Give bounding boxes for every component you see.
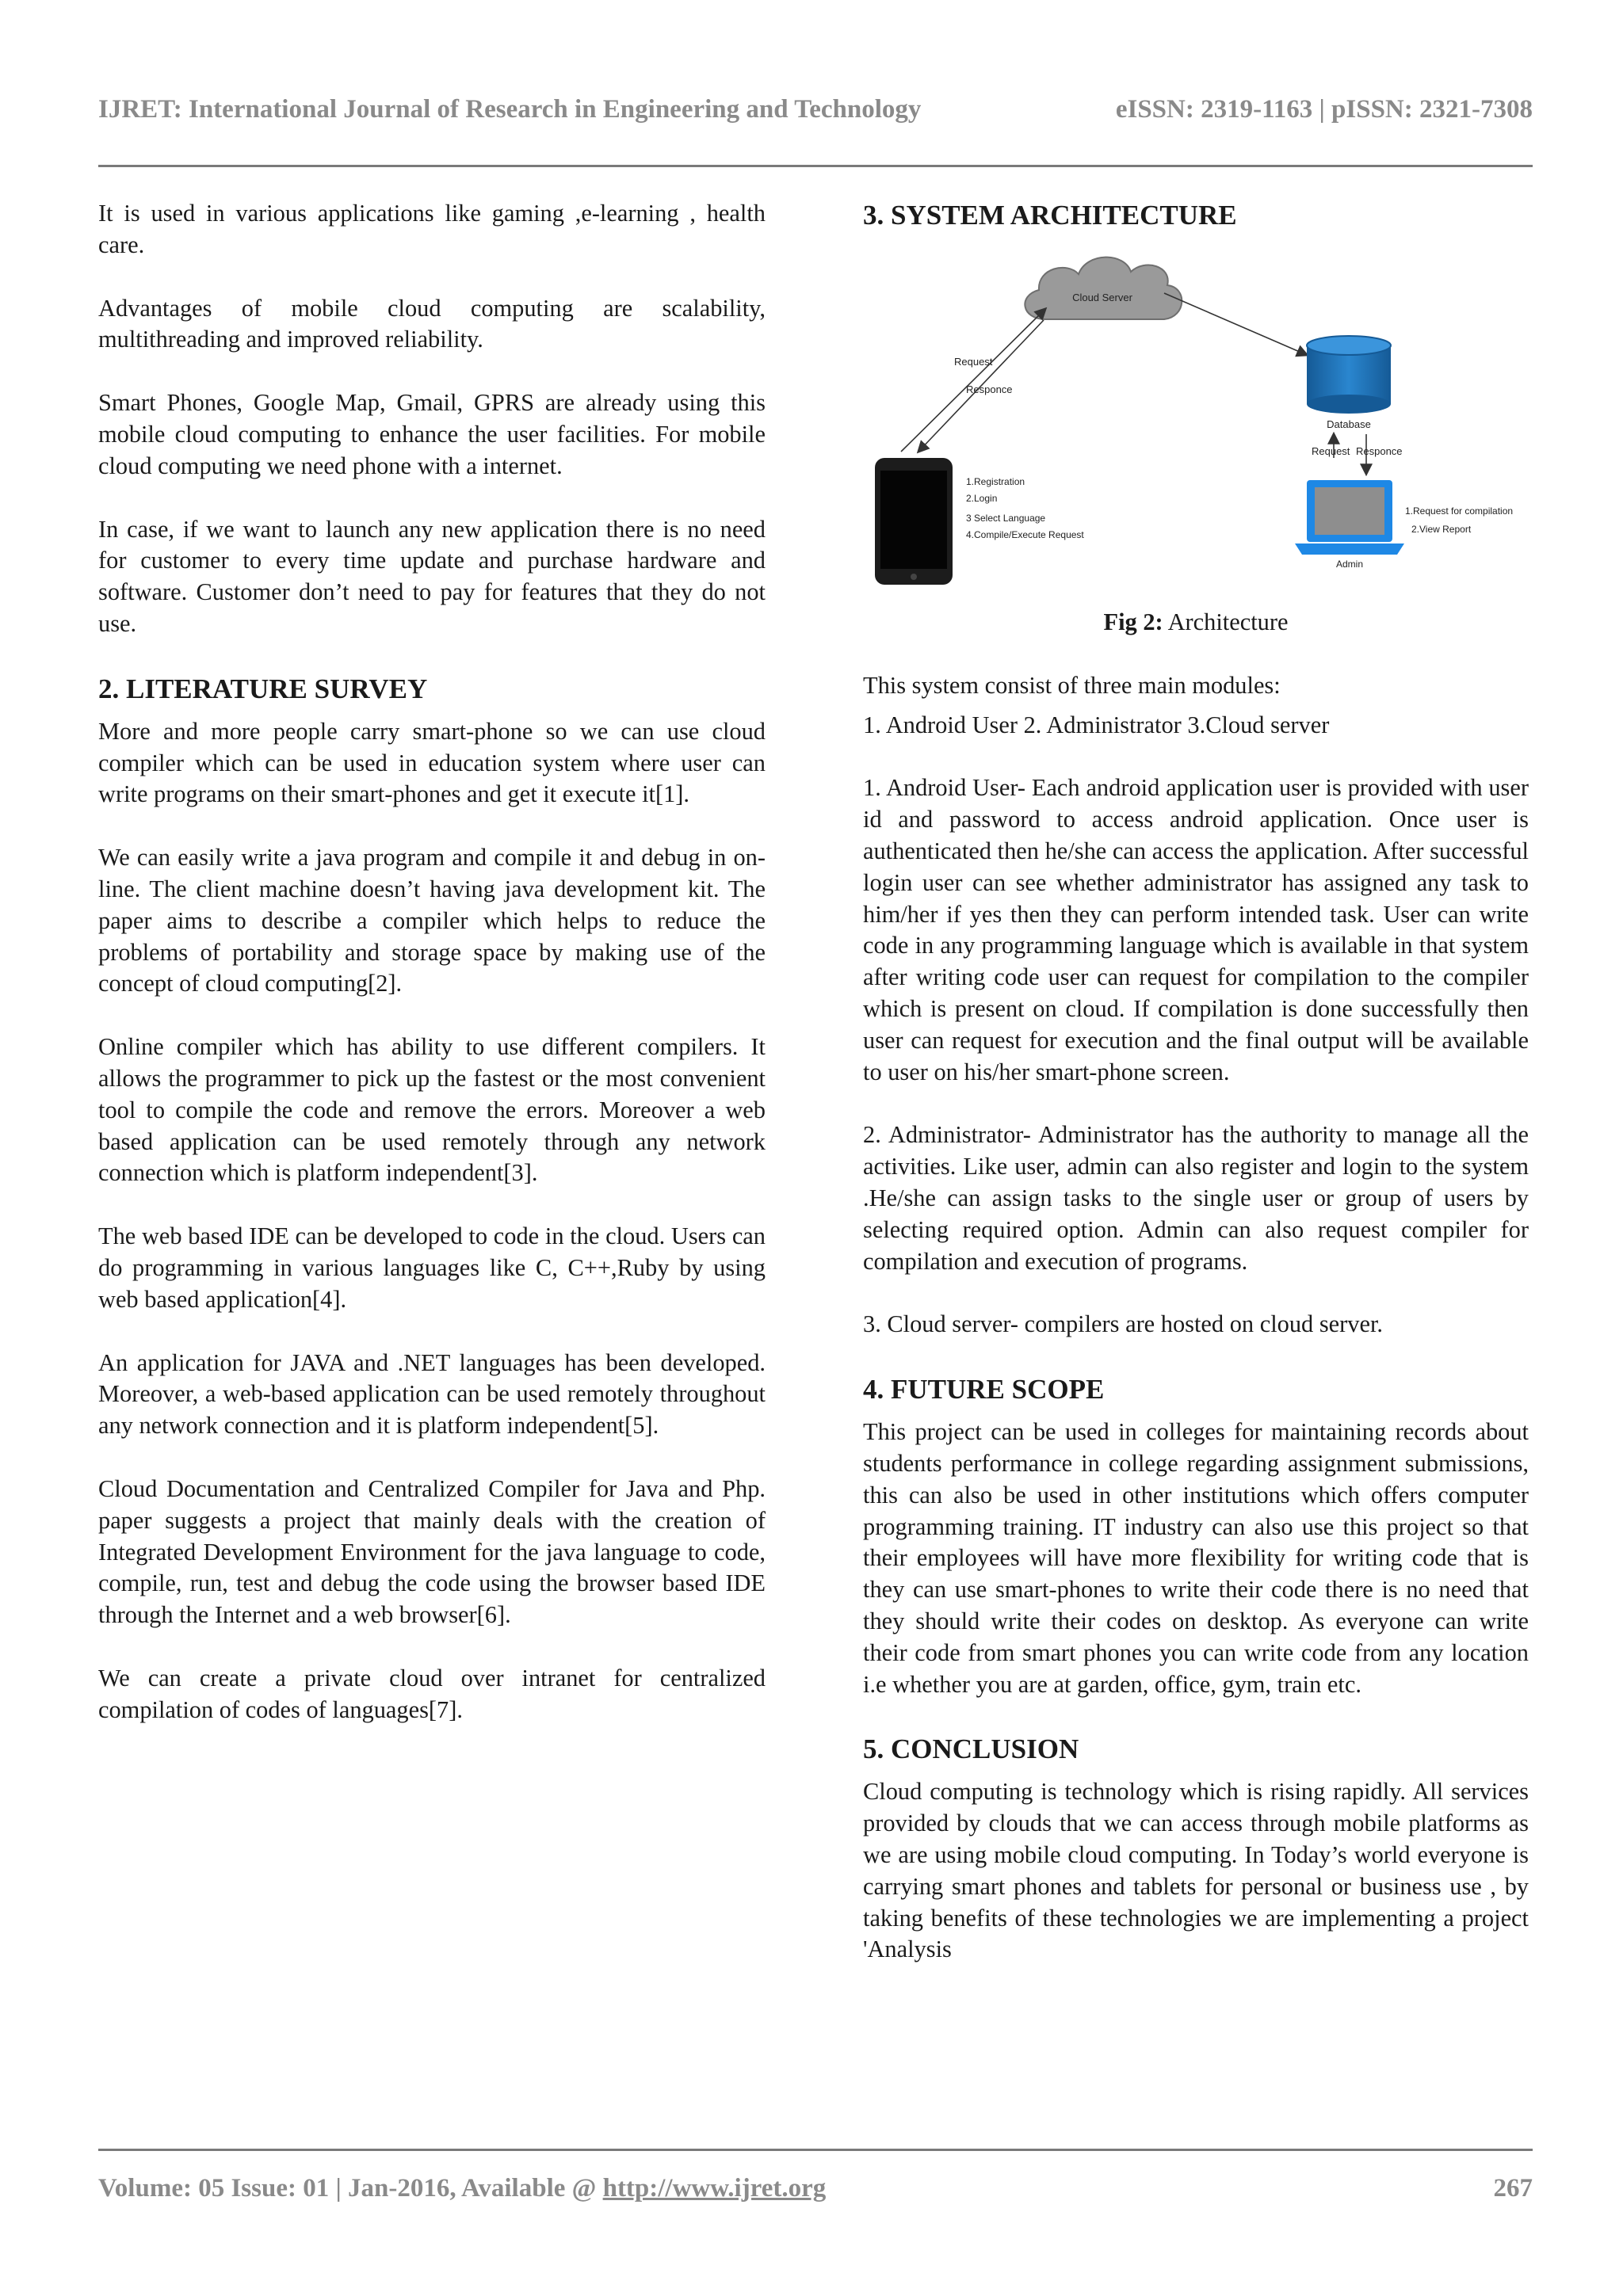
issn: eISSN: 2319-1163 | pISSN: 2321-7308 bbox=[1115, 95, 1533, 124]
paragraph: 3. Cloud server- compilers are hosted on cloud server. bbox=[863, 1310, 1383, 1338]
admin-label: Admin bbox=[1335, 559, 1364, 570]
paragraph: We can easily write a java program and compile it and debug in on-line. The client machine doesn’t having java development kit. The paper aims to describe a compiler which helps to reduce the problems of portability and storage space by making use of the concept of cloud computing[2]. bbox=[98, 844, 766, 997]
request-arrow bbox=[901, 309, 1045, 452]
section-heading-literature-survey: 2. LITERATURE SURVEY bbox=[98, 673, 428, 704]
cloud-icon bbox=[1025, 257, 1182, 319]
paragraph: Smart Phones, Google Map, Gmail, GPRS are already using this mobile cloud computing to enhance the user facilities. For mobile cloud computing we need phone with a internet. bbox=[98, 389, 766, 479]
paragraph: In case, if we want to launch any new application there is no need for customer to every time update and purchase hardware and software. Customer don’t need to pay for features that they do not use. bbox=[98, 515, 766, 637]
paragraph: 1. Android User- Each android application user is provided with user id and password to access android application. Once user is authenticated then he/she can access the application. After successful login user can see whether administrator has assigned any task to him/her if yes then they can perform intended task. User can write code in any programming language which is available in that system after writing code user can request for compilation to the compiler which is present on cloud. If compilation is done successfully then user can request for execution and the final output will be available to user on his/her smart-phone screen. bbox=[863, 774, 1529, 1085]
database-label: Database bbox=[1327, 418, 1371, 430]
running-footer bbox=[98, 2174, 1533, 2203]
admin-step: 1.Request for compilation bbox=[1405, 505, 1514, 517]
footer-volume bbox=[98, 2174, 826, 2203]
paragraph: We can create a private cloud over intranet for centralized compilation of codes of languages[7]. bbox=[98, 1664, 766, 1723]
journal-link[interactable]: http://www.ijret.org bbox=[602, 2174, 827, 2203]
phone-step: 3 Select Language bbox=[966, 513, 1046, 524]
section-heading-conclusion: 5. CONCLUSION bbox=[863, 1733, 1079, 1765]
database-icon bbox=[1307, 336, 1391, 414]
running-header bbox=[98, 95, 1533, 124]
phone-step: 1.Registration bbox=[966, 476, 1025, 487]
paragraph: An application for JAVA and .NET languages has been developed. Moreover, a web-based application can be used remotely throughout any network connection and it is platform independent[5]. bbox=[98, 1348, 766, 1440]
admin-step: 2.View Report bbox=[1411, 524, 1472, 535]
paragraph: This system consist of three main modules: bbox=[863, 671, 1281, 699]
architecture-figure bbox=[863, 244, 1529, 605]
section-heading-future-scope: 4. FUTURE SCOPE bbox=[863, 1374, 1105, 1405]
caption-text: Architecture bbox=[1163, 608, 1289, 635]
paragraph: The web based IDE can be developed to code in the cloud. Users can do programming in various languages like C, C++,Ruby by using web based application[4]. bbox=[98, 1222, 766, 1313]
page-number: 267 bbox=[1493, 2174, 1533, 2203]
paragraph: Cloud computing is technology which is rising rapidly. All services provided by clouds that we can access through mobile platforms as we are using mobile cloud computing. In Today’s world everyone is carrying smart phones and tablets for personal or business use , by taking benefits of these technologies we are implementing a project 'Analysis bbox=[863, 1778, 1529, 1963]
cloud-to-database-arrow bbox=[1164, 293, 1307, 355]
paragraph: More and more people carry smart-phone so we can use cloud compiler which can be used in education system where user can write programs on their smart-phones and get it execute it[1]. bbox=[98, 717, 766, 808]
smartphone-icon bbox=[875, 458, 953, 585]
phone-step: 2.Login bbox=[966, 493, 998, 504]
architecture-diagram bbox=[863, 244, 1529, 605]
paragraph: Advantages of mobile cloud computing are scalability, multithreading and improved reliability. bbox=[98, 294, 766, 353]
paragraph: It is used in various applications like gaming ,e-learning , health care. bbox=[98, 200, 766, 258]
header-rule bbox=[98, 165, 1533, 167]
cloud-label: Cloud Server bbox=[1072, 292, 1132, 303]
paragraph: 2. Administrator- Administrator has the authority to manage all the activities. Like user, admin can also register and login to the system .He/she can assign tasks to the single user or group of users by selecting required option. Admin can also request compiler for compilation and execution of programs. bbox=[863, 1121, 1529, 1275]
paragraph: This project can be used in colleges for maintaining records about students performance in college regarding assignment submissions, this can also be used in other institutions which offers computer programming training. IT industry can also use this project so that their employees will have more flexibility for writing code that is they can use smart-phones to write their code there is no need that they should write their codes on desktop. As everyone can write their code from smart phones you can write code from any location i.e whether you are at garden, office, gym, train etc. bbox=[863, 1418, 1529, 1698]
paragraph: 1. Android User 2. Administrator 3.Cloud server bbox=[863, 711, 1330, 738]
admin-steps bbox=[1405, 505, 1513, 535]
footer-rule bbox=[98, 2149, 1533, 2151]
caption-label: Fig 2: bbox=[1103, 608, 1163, 635]
phone-step: 4.Compile/Execute Request bbox=[966, 529, 1084, 540]
section-heading-system-architecture: 3. SYSTEM ARCHITECTURE bbox=[863, 200, 1237, 231]
request-label: Request bbox=[954, 356, 993, 368]
figure-caption bbox=[863, 607, 1529, 639]
right-column bbox=[863, 198, 1529, 1997]
paragraph: Online compiler which has ability to use different compilers. It allows the programmer to pick up the fastest or the most convenient tool to compile the code and remove the errors. Moreover a web based application can be used remotely through any network connection which is platform independent[3]. bbox=[98, 1033, 766, 1187]
responce-label: Responce bbox=[966, 383, 1013, 395]
footer-volume-text: Volume: 05 Issue: 01 | Jan-2016, Available @ bbox=[98, 2174, 603, 2203]
db-response-label: Responce bbox=[1356, 445, 1403, 457]
laptop-icon bbox=[1295, 480, 1404, 555]
paragraph: Cloud Documentation and Centralized Compiler for Java and Php. paper suggests a project that mainly deals with the creation of Integrated Development Environment for the java language to code, compile, run, test and debug the code using the browser based IDE through the Internet and a web browser[6]. bbox=[98, 1474, 766, 1629]
journal-title: IJRET: International Journal of Research in Engineering and Technology bbox=[98, 95, 922, 124]
left-column bbox=[98, 198, 766, 1757]
db-request-label: Request bbox=[1312, 445, 1350, 457]
phone-steps bbox=[966, 476, 1084, 540]
